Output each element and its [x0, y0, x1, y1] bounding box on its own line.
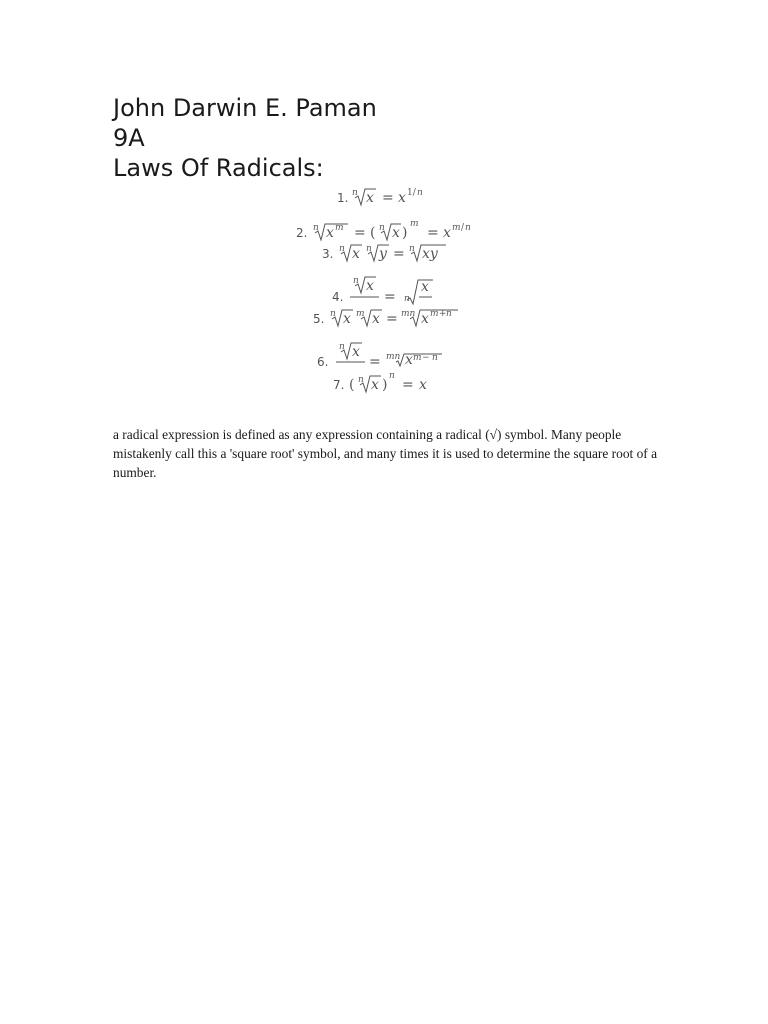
svg-text:n: n	[379, 223, 385, 233]
svg-text:): )	[382, 377, 388, 393]
svg-text:xy: xy	[422, 246, 438, 262]
svg-text:m: m	[452, 223, 461, 233]
svg-text:n: n	[330, 309, 336, 319]
svg-text:x: x	[352, 344, 360, 360]
svg-text:=: =	[393, 246, 405, 262]
law-number: 1.	[337, 191, 349, 205]
svg-text:x: x	[443, 225, 451, 241]
svg-text:n: n	[409, 244, 415, 254]
svg-text:): )	[402, 225, 408, 241]
svg-text:m: m	[410, 219, 419, 229]
law-number: 3.	[322, 247, 334, 261]
svg-text:x: x	[372, 311, 380, 327]
svg-text:n: n	[446, 309, 452, 319]
law-3	[322, 244, 446, 262]
svg-text:+: +	[439, 309, 447, 319]
svg-text:n: n	[389, 371, 395, 381]
radical-definition-paragraph: a radical expression is defined as any expression containing a radical (√) symbol. Many people mistakenly call this a 'square root' symbol, and many times it is used to determine the square root of a number.	[113, 427, 658, 480]
svg-text:mn: mn	[401, 309, 416, 319]
svg-text:n: n	[339, 244, 345, 254]
class-section: 9A	[113, 124, 145, 152]
radical-sign-icon	[407, 280, 433, 304]
svg-text:=: =	[386, 311, 398, 327]
svg-text:x: x	[371, 377, 379, 393]
svg-text:1/: 1/	[407, 188, 416, 198]
author-name: John Darwin E. Paman	[113, 94, 377, 122]
svg-text:n: n	[353, 276, 359, 286]
svg-text:y: y	[379, 246, 387, 262]
svg-text:=: =	[384, 289, 396, 305]
svg-text:x: x	[398, 190, 406, 206]
svg-text:mn: mn	[386, 352, 401, 362]
topic-title: Laws Of Radicals:	[113, 154, 324, 182]
svg-text:/: /	[461, 223, 465, 233]
law-6	[317, 342, 442, 370]
svg-text:(: (	[370, 225, 376, 241]
svg-text:x: x	[421, 311, 429, 327]
svg-text:x: x	[421, 279, 429, 295]
svg-text:n: n	[358, 375, 364, 385]
svg-text:=: =	[354, 225, 366, 241]
svg-text:=: =	[382, 190, 394, 206]
svg-text:x: x	[419, 377, 427, 393]
svg-text:x: x	[326, 225, 334, 241]
svg-text:m: m	[413, 353, 422, 363]
law-number: 5.	[313, 312, 325, 326]
svg-text:=: =	[369, 354, 381, 370]
law-1	[337, 188, 423, 206]
laws-of-radicals-list	[0, 182, 768, 402]
svg-text:n: n	[339, 342, 345, 352]
svg-text:m: m	[335, 223, 344, 233]
law-4	[332, 276, 433, 305]
svg-text:(: (	[349, 377, 355, 393]
law-number: 2.	[296, 226, 308, 240]
svg-text:n: n	[366, 244, 372, 254]
svg-text:m: m	[356, 309, 365, 319]
law-number: 6.	[317, 355, 329, 369]
svg-text:m: m	[430, 309, 439, 319]
svg-text:n: n	[432, 353, 438, 363]
svg-text:x: x	[366, 190, 374, 206]
svg-text:x: x	[352, 246, 360, 262]
svg-text:n: n	[313, 223, 319, 233]
svg-text:n: n	[417, 188, 423, 198]
svg-text:−: −	[422, 353, 430, 363]
svg-text:n: n	[404, 294, 410, 304]
svg-text:x: x	[392, 225, 400, 241]
svg-text:=: =	[427, 225, 439, 241]
svg-text:n: n	[352, 188, 358, 198]
law-number: 7.	[333, 378, 345, 392]
law-7	[333, 371, 427, 393]
law-5	[313, 309, 458, 327]
svg-text:x: x	[405, 352, 413, 368]
svg-text:x: x	[366, 278, 374, 294]
svg-text:=: =	[402, 377, 414, 393]
svg-text:n: n	[465, 223, 471, 233]
svg-text:x: x	[343, 311, 351, 327]
law-2	[296, 219, 471, 241]
law-number: 4.	[332, 290, 344, 304]
